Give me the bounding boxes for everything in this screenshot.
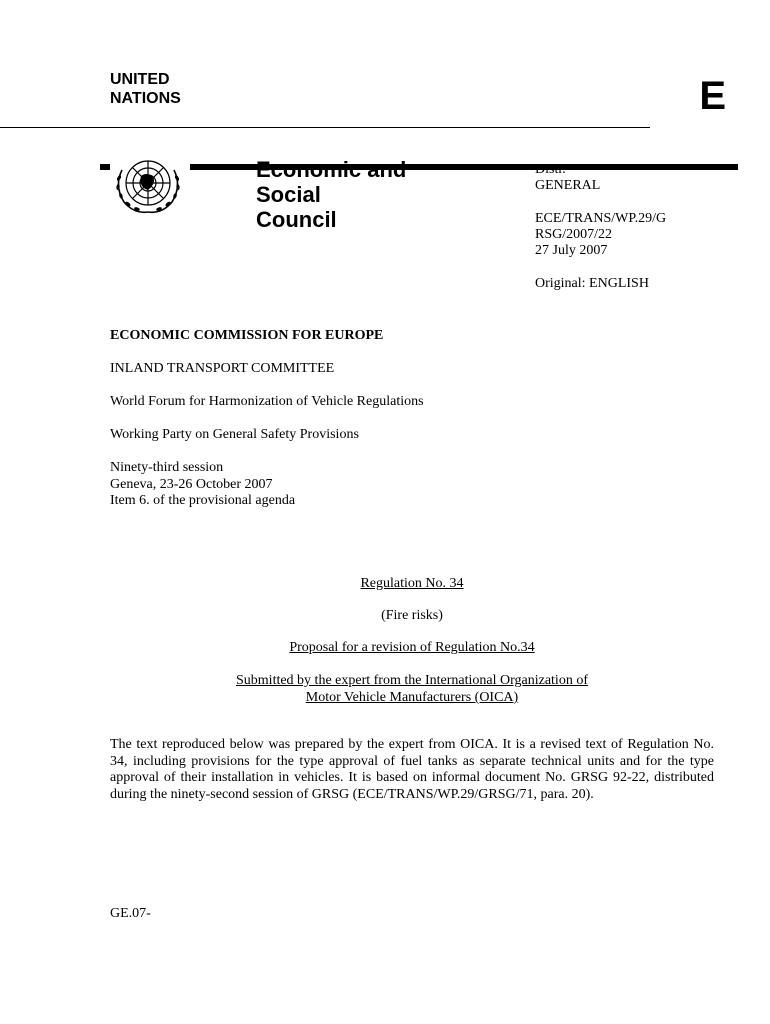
agenda-item: Item 6. of the provisional agenda bbox=[110, 493, 296, 508]
original-language: Original: ENGLISH bbox=[535, 276, 649, 291]
submitted-by bbox=[110, 672, 714, 706]
document-date: 27 July 2007 bbox=[535, 243, 608, 258]
un-emblem-icon bbox=[108, 150, 188, 220]
council-line-1: Economic and bbox=[256, 157, 407, 182]
regulation-subject: (Fire risks) bbox=[381, 608, 443, 623]
proposal-title: Proposal for a revision of Regulation No.34 bbox=[289, 640, 535, 655]
org-line-1: UNITED bbox=[110, 71, 170, 88]
council-line-2: Social bbox=[256, 182, 321, 207]
document-symbol-line-1: ECE/TRANS/WP.29/G bbox=[535, 211, 667, 226]
language-letter: E bbox=[699, 74, 726, 118]
council-name bbox=[256, 157, 406, 232]
header-rule bbox=[0, 127, 650, 128]
regulation-title: Regulation No. 34 bbox=[360, 576, 464, 591]
council-line-3: Council bbox=[256, 207, 337, 232]
regulation-title-wrap bbox=[110, 575, 714, 592]
session-name: Ninety-third session bbox=[110, 460, 224, 475]
forum-name: World Forum for Harmonization of Vehicle Regulations bbox=[110, 394, 424, 409]
working-party-name: Working Party on General Safety Provisions bbox=[110, 427, 359, 442]
committee-name: INLAND TRANSPORT COMMITTEE bbox=[110, 361, 335, 376]
distr-label: Distr. bbox=[535, 162, 566, 177]
distribution-block bbox=[535, 162, 667, 292]
session-venue: Geneva, 23-26 October 2007 bbox=[110, 476, 273, 492]
session-info bbox=[110, 460, 295, 510]
org-line-2: NATIONS bbox=[110, 90, 181, 107]
proposal-title-wrap bbox=[110, 639, 714, 656]
document-symbol-line-2: RSG/2007/22 bbox=[535, 227, 613, 242]
intro-paragraph: The text reproduced below was prepared by the expert from OICA. It is a revised text of Regulation No. 34, including provisions for the type approval of fuel tanks as separate technical units and for the type approval of their installation in vehicles. It is based on informal document No. GRSG 92-22, distributed during the ninety-second session of GRSG (ECE/TRANS/WP.29/GRSG/71, para. 20). bbox=[110, 737, 714, 802]
submitted-by-line-1: Submitted by the expert from the International Organization of bbox=[236, 673, 588, 688]
organization-name bbox=[110, 70, 181, 108]
submitted-by-line-2: Motor Vehicle Manufacturers (OICA) bbox=[305, 690, 519, 705]
commission-heading: ECONOMIC COMMISSION FOR EUROPE bbox=[110, 328, 384, 343]
job-number: GE.07- bbox=[110, 906, 151, 921]
distr-value: GENERAL bbox=[535, 178, 601, 193]
